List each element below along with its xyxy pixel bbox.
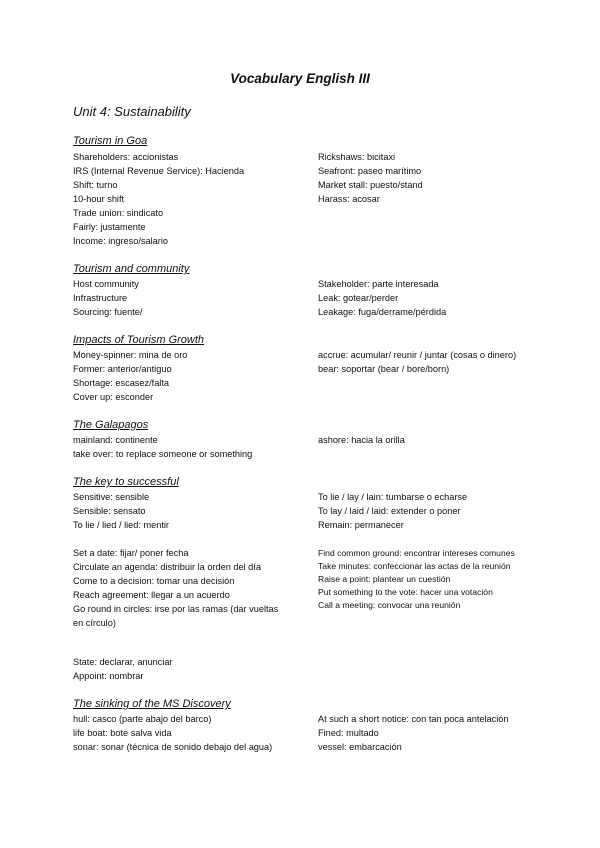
- vocab-entry: Sensible: sensato: [73, 506, 146, 516]
- vocab-entry: Come to a decision: tomar una decisión: [73, 576, 235, 586]
- galapagos-left-column: [73, 433, 303, 461]
- vocab-entry: Seafront: paseo marítimo: [318, 166, 422, 176]
- impacts-left-column: [73, 348, 288, 404]
- community-left-column: [73, 277, 288, 319]
- vocab-entry: Sourcing: fuente/: [73, 307, 143, 317]
- vocab-entry: take over: to replace someone or something: [73, 449, 253, 459]
- vocab-entry: 10-hour shift: [73, 194, 125, 204]
- vocab-entry: Market stall: puesto/stand: [318, 180, 423, 190]
- vocab-entry: State: declarar, anunciar: [73, 657, 173, 667]
- vocab-entry: Raise a point: plantear un cuestión: [318, 574, 451, 584]
- vocab-entry: Income: ingreso/salario: [73, 236, 168, 246]
- vocab-entry: Reach agreement: llegar a un acuerdo: [73, 590, 230, 600]
- vocab-entry: Leakage: fuga/derrame/pérdida: [318, 307, 447, 317]
- vocab-entry: Trade union: sindicato: [73, 208, 164, 218]
- vocab-entry: Shift: turno: [73, 180, 118, 190]
- vocab-entry: Remain: permanecer: [318, 520, 404, 530]
- key-left-column: [73, 490, 288, 532]
- goa-right-column: [318, 150, 533, 206]
- goa-left-column: [73, 150, 288, 248]
- vocab-entry: To lie / lied / lied: mentir: [73, 520, 169, 530]
- vocab-entry: Call a meeting: convocar una reunión: [318, 600, 461, 610]
- state-column: [73, 655, 288, 683]
- vocab-entry: Leak: gotear/perder: [318, 293, 399, 303]
- vocab-entry: Take minutes: confeccionar las actas de la reunión: [318, 561, 511, 571]
- vocab-entry: Former: anterior/antiguo: [73, 364, 172, 374]
- vocab-entry: Rickshaws: bicitaxi: [318, 152, 396, 162]
- vocab-entry: At such a short notice: con tan poca antelación: [318, 714, 509, 724]
- vocab-entry: Infrastructure: [73, 293, 128, 303]
- meetings-right-column: [318, 547, 533, 612]
- vocab-entry: vessel: embarcación: [318, 742, 402, 752]
- vocab-entry: To lay / laid / laid: extender o poner: [318, 506, 461, 516]
- vocab-entry: Harass: acosar: [318, 194, 380, 204]
- vocab-entry: Sensitive: sensible: [73, 492, 150, 502]
- vocab-entry: accrue: acumular/ reunir / juntar (cosas o dinero): [318, 350, 517, 360]
- vocab-entry: Cover up: esconder: [73, 392, 154, 402]
- section-heading-goa: Tourism in Goa: [73, 135, 148, 147]
- vocab-entry: To lie / lay / lain: tumbarse o echarse: [318, 492, 468, 502]
- galapagos-right-column: [318, 433, 533, 447]
- vocab-entry: Money-spinner: mina de oro: [73, 350, 188, 360]
- vocab-entry: hull: casco (parte abajo del barco): [73, 714, 212, 724]
- vocab-entry: Go round in circles: irse por las ramas (dar vueltas en círculo): [73, 604, 279, 628]
- vocab-entry: Appoint: nombrar: [73, 671, 144, 681]
- vocab-entry: Shareholders: accionistas: [73, 152, 179, 162]
- section-heading-community: Tourism and community: [73, 263, 190, 275]
- vocab-entry: bear: soportar (bear / bore/born): [318, 364, 450, 374]
- vocab-entry: Fairly: justamente: [73, 222, 146, 232]
- impacts-right-column: [318, 348, 533, 376]
- community-right-column: [318, 277, 533, 319]
- page-title: Vocabulary English III: [230, 71, 370, 86]
- unit-subtitle: Unit 4: Sustainability: [73, 104, 191, 119]
- vocab-entry: life boat: bote salva vida: [73, 728, 172, 738]
- sinking-right-column: [318, 712, 518, 754]
- section-heading-galapagos: The Galapagos: [73, 419, 149, 431]
- vocab-entry: Shortage: escasez/falta: [73, 378, 170, 388]
- vocab-entry: Put something to the vote: hacer una votación: [318, 587, 493, 597]
- section-heading-impacts: Impacts of Tourism Growth: [73, 334, 205, 346]
- sinking-left-column: [73, 712, 283, 754]
- vocab-entry: Fined: multado: [318, 728, 379, 738]
- vocab-entry: ashore: hacia la orilla: [318, 435, 405, 445]
- vocab-entry: Set a date: fijar/ poner fecha: [73, 548, 189, 558]
- meetings-left-column: [73, 546, 288, 630]
- vocab-entry: Host community: [73, 279, 139, 289]
- vocab-entry: Stakeholder: parte interesada: [318, 279, 439, 289]
- vocab-entry: sonar: sonar (técnica de sonido debajo del agua): [73, 742, 273, 752]
- vocab-entry: Circulate an agenda: distribuir la orden del día: [73, 562, 261, 572]
- vocab-entry: Find common ground: encontrar intereses comunes: [318, 548, 515, 558]
- vocab-entry: mainland: continente: [73, 435, 158, 445]
- vocab-entry: IRS (Internal Revenue Service): Hacienda: [73, 166, 245, 176]
- key-right-column: [318, 490, 533, 532]
- section-heading-key: The key to successful: [73, 476, 179, 488]
- section-heading-sinking: The sinking of the MS Discovery: [73, 698, 231, 710]
